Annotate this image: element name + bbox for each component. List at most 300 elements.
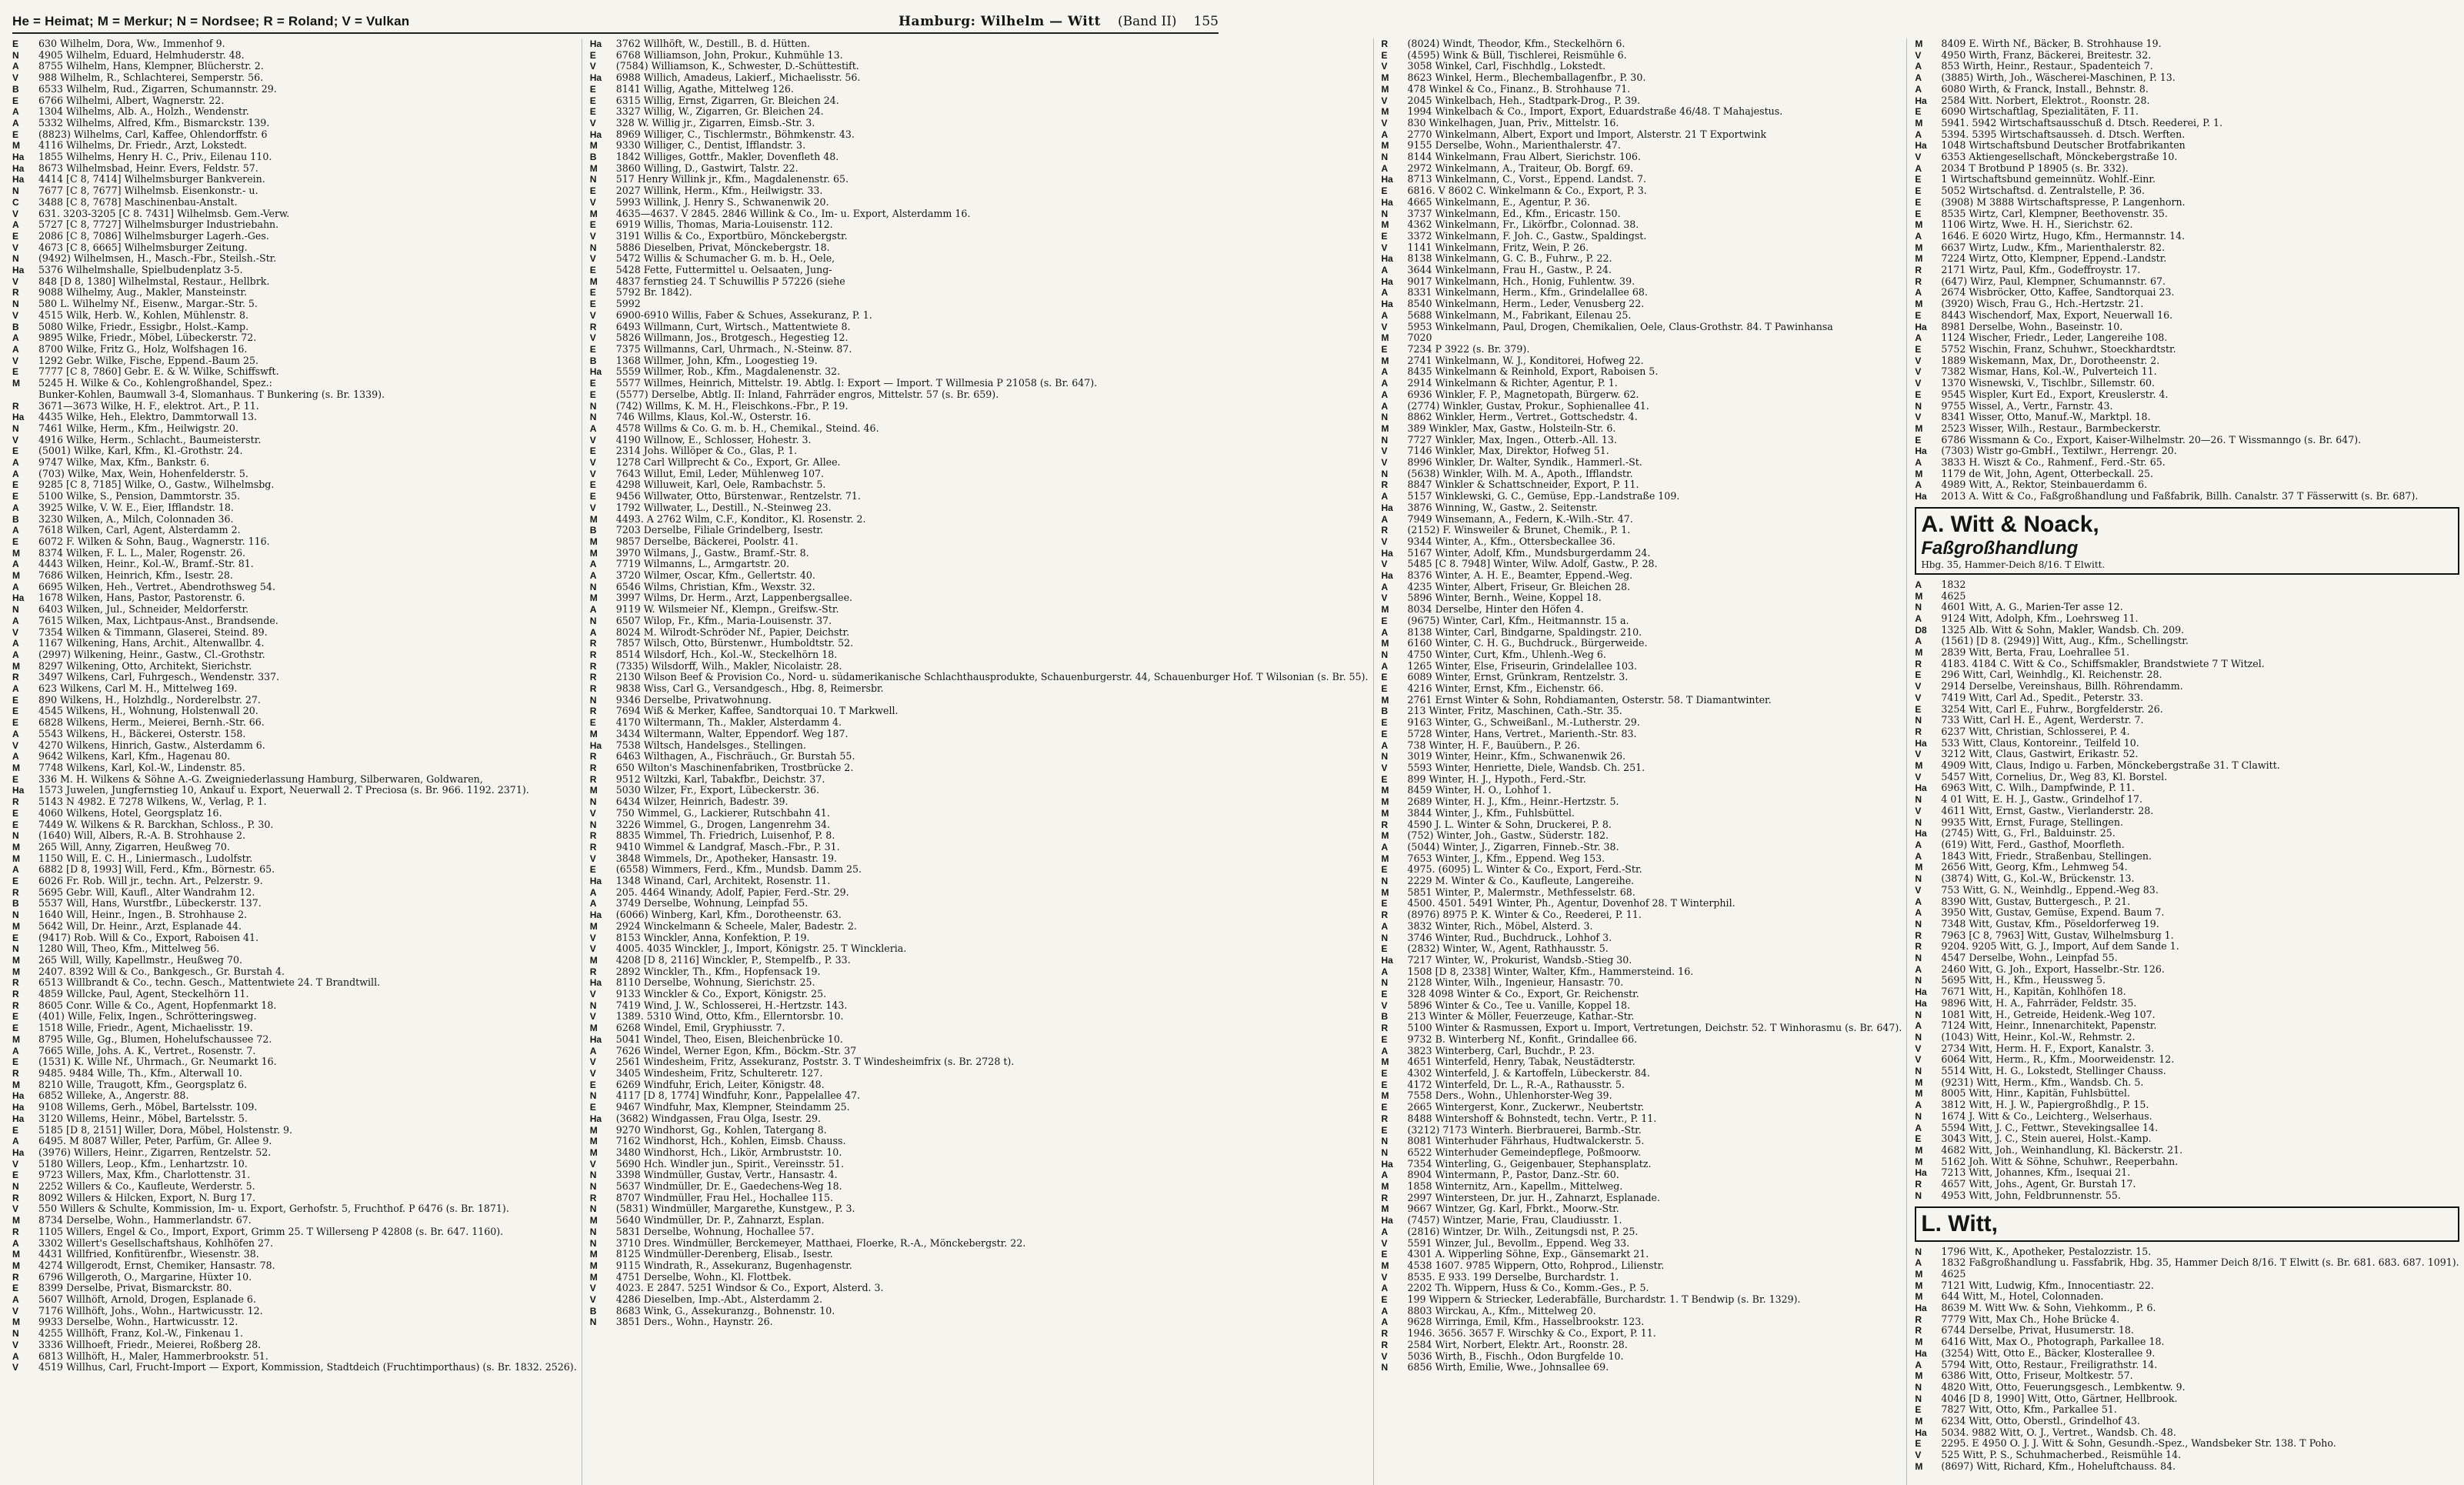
entry-text: 8683 Wink, G., Assekuranzg., Bohnenstr. 10.: [615, 1304, 835, 1316]
exchange-prefix: Ha: [1381, 1215, 1393, 1226]
entry-text: 1105 Willers, Engel & Co., Import, Export, Grimm 25. T Willerseng P 42808 (s. Br. 647. 1160).: [38, 1225, 504, 1237]
directory-entry: [12, 412, 577, 423]
directory-entry: [12, 695, 577, 706]
directory-entry: [590, 683, 1369, 695]
entry-text: 5428 Fette, Futtermittel u. Oelsaaten, Jung-: [615, 264, 832, 276]
exchange-prefix: E: [1915, 669, 1922, 681]
exchange-prefix: N: [12, 185, 19, 197]
directory-entry: [1915, 636, 2459, 647]
directory-entry: [590, 921, 1369, 933]
entry-text: 5642 Will, Dr. Heinr., Arzt, Esplanade 44.: [38, 919, 242, 932]
exchange-prefix: N: [589, 242, 597, 253]
entry-text: 2130 Wilson Beef & Provision Co., Nord- u. südamerikanische Schlachthausprodukte, Schauenburgerstr. 44, Schauenburger Hof. T Wilsonian (s. Br. 55).: [615, 671, 1369, 683]
exchange-prefix: R: [589, 773, 597, 785]
exchange-prefix: E: [1381, 773, 1388, 785]
exchange-prefix: Ha: [1381, 502, 1393, 513]
exchange-prefix: M: [1915, 647, 1923, 659]
entry-text: 8297 Wilkening, Otto, Architekt, Sierichstr.: [38, 659, 252, 672]
entry-text: 7677 [C 8, 7677] Wilhelmsb. Eisenkonstr.- u.: [38, 185, 258, 197]
directory-entry: [1382, 548, 1902, 559]
exchange-prefix: M: [1381, 638, 1389, 649]
exchange-prefix: M: [1915, 1156, 1923, 1167]
exchange-prefix: V: [1915, 1054, 1922, 1066]
directory-entry: [1915, 174, 2459, 185]
directory-entry: [1915, 1246, 2459, 1258]
entry-text: 8639 M. Witt Ww. & Sohn, Viehkomm., P. 6.: [1941, 1302, 2156, 1314]
exchange-prefix: Ha: [1381, 299, 1393, 310]
entry-text: 4750 Winter, Curt, Kfm., Uhlenh.-Weg 6.: [1407, 648, 1606, 660]
exchange-prefix: M: [589, 785, 598, 796]
exchange-prefix: A: [1915, 162, 1922, 174]
exchange-prefix: A: [12, 219, 19, 231]
exchange-prefix: V: [1381, 536, 1388, 547]
directory-entry: [1915, 1427, 2459, 1439]
exchange-prefix: M: [1915, 468, 1923, 479]
column-3: [1382, 38, 1908, 1485]
exchange-prefix: E: [1381, 185, 1388, 197]
directory-entry: [12, 616, 577, 627]
directory-entry: [1382, 1170, 1902, 1181]
exchange-prefix: M: [1381, 332, 1389, 344]
directory-entry: [1915, 625, 2459, 636]
directory-entry: [590, 1090, 1369, 1102]
directory-entry: [1382, 152, 1902, 163]
entry-text: 3230 Wilken, A., Milch, Colonnaden 36.: [38, 512, 234, 525]
exchange-prefix: N: [12, 830, 19, 842]
exchange-prefix: E: [12, 694, 19, 706]
exchange-prefix: A: [12, 61, 19, 72]
exchange-prefix: R: [589, 966, 597, 977]
exchange-prefix: Ha: [1381, 570, 1393, 582]
directory-entry: [590, 185, 1369, 197]
directory-entry: [1382, 118, 1902, 129]
directory-entry: [12, 152, 577, 163]
entry-text: 8409 E. Wirth Nf., Bäcker, B. Strohhause 19.: [1941, 38, 2162, 49]
entry-text: 6919 Willis, Thomas, Maria-Louisenstr. 112.: [615, 219, 833, 231]
directory-entry: [12, 1328, 577, 1340]
directory-entry: [12, 401, 577, 412]
directory-entry: [12, 1181, 577, 1193]
exchange-prefix: V: [12, 1362, 19, 1373]
entry-text: (7457) Wintzer, Marie, Frau, Claudiusstr. 1.: [1407, 1214, 1622, 1226]
exchange-prefix: N: [1381, 649, 1389, 660]
exchange-prefix: R: [12, 1271, 19, 1283]
directory-entry: [1915, 378, 2459, 389]
entry-text: 6026 Fr. Rob. Will jr., techn. Art., Pelzerstr. 9.: [38, 875, 263, 887]
entry-text: 9935 Witt, Ernst, Furage, Stellingen.: [1941, 816, 2123, 828]
entry-text: 2045 Winkelbach, Heh., Stadtpark-Drog., P. 39.: [1407, 94, 1641, 106]
entry-text: 3762 Willhöft, W., Destill., B. d. Hütten.: [615, 38, 811, 49]
entry-text: 8835 Wimmel, Th. Friedrich, Luisenhof, P. 8.: [615, 829, 835, 842]
exchange-prefix: R: [1381, 1113, 1389, 1124]
directory-entry: [590, 469, 1369, 480]
exchange-prefix: N: [1381, 1136, 1389, 1147]
entry-text: 3671—3673 Wilke, H. F., elektrot. Art., P. 11.: [38, 399, 259, 412]
exchange-prefix: Ha: [1381, 547, 1393, 559]
exchange-prefix: R: [12, 1067, 19, 1079]
column-4: [1915, 38, 2463, 1485]
entry-text: 3925 Wilke, V. W. E., Eier, Ifflandstr. 18.: [38, 501, 234, 513]
entry-text: 1646. E 6020 Wirtz, Hugo, Kfm., Hermannstr. 14.: [1941, 229, 2186, 242]
directory-entry: [1382, 265, 1902, 276]
directory-entry: [1382, 423, 1902, 435]
exchange-prefix: E: [1381, 1124, 1388, 1136]
directory-entry: [1915, 106, 2459, 118]
directory-entry: [1382, 1023, 1902, 1034]
entry-text: 2584 Wirt, Norbert, Elektr. Art., Roonstr. 28.: [1407, 1338, 1628, 1350]
directory-entry: [1382, 683, 1902, 695]
exchange-prefix: V: [1381, 95, 1388, 106]
directory-entry: [1915, 389, 2459, 401]
exchange-prefix: E: [12, 479, 19, 491]
exchange-prefix: A: [1381, 626, 1389, 638]
directory-entry: [590, 582, 1369, 593]
entry-text: 2202 Th. Wippern, Huss & Co., Komm.-Ges., P. 5.: [1407, 1282, 1649, 1294]
exchange-prefix: M: [589, 140, 598, 152]
exchange-prefix: A: [12, 106, 19, 118]
entry-text: 8341 Wisser, Otto, Manuf.-W., Marktpl. 18.: [1941, 411, 2151, 423]
exchange-prefix: R: [1381, 525, 1389, 536]
directory-entry: [590, 525, 1369, 536]
exchange-prefix: E: [12, 876, 19, 887]
directory-entry: [12, 231, 577, 242]
exchange-prefix: N: [12, 1328, 19, 1340]
exchange-prefix: N: [12, 943, 19, 955]
exchange-prefix: A: [1381, 1045, 1389, 1056]
exchange-prefix: V: [1381, 763, 1388, 773]
directory-entry: [1915, 919, 2459, 930]
entry-text: 738 Winter, H. F., Bauübern., P. 26.: [1407, 739, 1580, 751]
entry-text: 5826 Willmann, Jos., Brotgesch., Hegestieg 12.: [615, 332, 849, 344]
entry-text: 8141 Willig, Agathe, Mittelweg 126.: [615, 82, 794, 95]
exchange-prefix: R: [1915, 658, 1922, 669]
directory-entry: [1915, 322, 2459, 333]
entry-text: (5001) Wilke, Karl, Kfm., Kl.-Grothstr. 24.: [38, 445, 243, 457]
directory-entry: [1382, 876, 1902, 887]
exchange-prefix: V: [589, 1011, 596, 1023]
entry-text: 2034 T Brotbund P 18905 (s. Br. 332).: [1941, 162, 2129, 174]
exchange-prefix: N: [12, 422, 19, 434]
directory-entry: [12, 310, 577, 322]
directory-entry: [1915, 975, 2459, 986]
entry-text: 5792 Br. 1842).: [615, 286, 692, 299]
exchange-prefix: A: [1381, 966, 1389, 977]
entry-text: 2770 Winkelmann, Albert, Export und Import, Alsterstr. 21 T Exportwink: [1407, 128, 1767, 140]
directory-entry: [1915, 1133, 2459, 1145]
directory-entry: [1382, 898, 1902, 909]
directory-entry: [1915, 1269, 2459, 1280]
exchange-prefix: E: [589, 491, 596, 502]
directory-entry: [1382, 1226, 1902, 1238]
directory-entry: [1915, 366, 2459, 378]
directory-entry: [12, 1113, 577, 1125]
entry-text: 1179 de Wit, John, Agent, Otterbeckall. 25.: [1941, 467, 2154, 479]
directory-entry: [1915, 839, 2459, 851]
directory-entry: [590, 1080, 1369, 1091]
exchange-prefix: A: [589, 886, 597, 898]
directory-entry: [12, 1272, 577, 1283]
entry-text: 8535 Wirtz, Carl, Klempner, Beethovenstr. 35.: [1941, 207, 2168, 219]
directory-entry: [12, 740, 577, 752]
directory-entry: [1382, 977, 1902, 989]
directory-entry: [1915, 1088, 2459, 1100]
entry-text: 7176 Willhöft, Johs., Wohn., Hartwicusstr. 12.: [38, 1304, 263, 1316]
directory-entry: [1382, 672, 1902, 683]
directory-entry: [1382, 842, 1902, 853]
exchange-prefix: A: [1915, 579, 1922, 590]
directory-entry: [590, 548, 1369, 559]
directory-entry: [1382, 344, 1902, 355]
directory-entry: [12, 344, 577, 355]
directory-entry: [12, 38, 577, 50]
entry-text: 9119 W. Wilsmeier Nf., Klempn., Greifsw.-Str.: [615, 603, 839, 616]
directory-entry: [590, 1203, 1369, 1215]
directory-entry: [1915, 276, 2459, 288]
entry-text: 2407. 8392 Will & Co., Bankgesch., Gr. Burstah 4.: [38, 965, 285, 977]
directory-entry: [1382, 1046, 1902, 1057]
exchange-prefix: M: [1381, 1260, 1389, 1271]
entry-text: 7827 Witt, Otto, Kfm., Parkallee 51.: [1941, 1403, 2117, 1416]
exchange-prefix: A: [1915, 72, 1922, 84]
entry-text: 1832: [1941, 578, 1966, 590]
exchange-prefix: V: [1915, 805, 1922, 816]
exchange-prefix: N: [1381, 1362, 1389, 1373]
directory-entry: [1915, 794, 2459, 806]
entry-text: 5886 Dieselben, Privat, Mönckebergstr. 18.: [615, 241, 830, 253]
entry-text: 4909 Witt, Claus, Indigo u. Farben, Mönckebergstraße 31. T Clawitt.: [1941, 759, 2280, 772]
entry-text: 7538 Wiltsch, Handelsges., Stellingen.: [615, 739, 806, 751]
exchange-prefix: B: [12, 898, 19, 909]
entry-text: 3327 Willig, W., Zigarren, Gr. Bleichen 24.: [615, 105, 824, 118]
exchange-prefix: M: [589, 1271, 598, 1283]
directory-entry: [1915, 1416, 2459, 1427]
entry-text: 4414 [C 8, 7414] Wilhelmsburger Bankverein.: [38, 173, 265, 185]
exchange-prefix: E: [12, 706, 19, 717]
directory-entry: [590, 366, 1369, 378]
directory-entry: [1382, 649, 1902, 661]
directory-entry: [1915, 1054, 2459, 1066]
directory-entry: [12, 265, 577, 276]
directory-entry: [1915, 1404, 2459, 1416]
directory-entry: [12, 197, 577, 209]
entry-text: 6936 Winkler, F. P., Magnetopath, Bürgerw. 62.: [1407, 388, 1639, 400]
exchange-prefix: Ha: [12, 412, 25, 423]
directory-entry: [12, 1136, 577, 1147]
exchange-prefix: M: [1915, 242, 1923, 253]
entry-text: 580 L. Wilhelmy Nf., Eisenw., Margar.-Str. 5.: [38, 298, 258, 310]
directory-entry: [1382, 933, 1902, 944]
directory-entry: [1915, 1291, 2459, 1303]
entry-text: 6513 Willbrandt & Co., techn. Gesch., Mattentwiete 24. T Brandtwill.: [38, 976, 381, 989]
directory-entry: [590, 661, 1369, 672]
exchange-prefix: A: [1381, 491, 1389, 502]
exchange-prefix: A: [1915, 839, 1922, 850]
directory-entry: [12, 1102, 577, 1113]
entry-text: 5162 Joh. Witt & Söhne, Schuhwr., Reeperbahn.: [1941, 1155, 2179, 1167]
exchange-prefix: M: [589, 920, 598, 932]
exchange-prefix: V: [589, 230, 596, 242]
directory-entry: [1382, 61, 1902, 72]
directory-entry: [12, 1170, 577, 1181]
directory-entry: [1382, 412, 1902, 423]
directory-entry: [590, 514, 1369, 526]
exchange-prefix: N: [589, 999, 597, 1011]
exchange-prefix: V: [1381, 1237, 1388, 1249]
directory-entry: [1382, 592, 1902, 604]
directory-entry: [1915, 1370, 2459, 1382]
entry-text: 199 Wippern & Striecker, Lederabfälle, Burchardstr. 1. T Bendwip (s. Br. 1329).: [1407, 1293, 1801, 1306]
entry-text: 1518 Wille, Friedr., Agent, Michaelisstr. 19.: [38, 1022, 253, 1034]
exchange-prefix: Ha: [589, 1033, 602, 1045]
exchange-prefix: E: [589, 343, 596, 355]
directory-entry: [1915, 862, 2459, 873]
entry-text: 6900-6910 Willis, Faber & Schues, Assekuranz, P. 1.: [615, 309, 872, 321]
entry-text: (8697) Witt, Richard, Kfm., Hoheluftchauss. 84.: [1941, 1460, 2176, 1472]
entry-text: 6080 Wirth, & Franck, Install., Behnstr. 8.: [1941, 82, 2149, 95]
exchange-prefix: V: [1381, 457, 1388, 469]
exchange-prefix: N: [589, 796, 597, 808]
directory-entry: [1382, 1068, 1902, 1080]
entry-text: 1141 Winkelmann, Fritz, Wein, P. 26.: [1407, 241, 1589, 253]
entry-text: 328 W. Willig jr., Zigarren, Eimsb.-Str. 3.: [615, 116, 815, 128]
exchange-prefix: V: [589, 807, 596, 819]
exchange-prefix: D8: [1915, 624, 1927, 636]
entry-text: 9017 Winkelmann, Hch., Honig, Fuhlentw. 39.: [1407, 275, 1635, 287]
entry-text: 4235 Winter, Albert, Friseur, Gr. Bleichen 28.: [1407, 580, 1630, 592]
exchange-prefix: A: [589, 898, 597, 909]
entry-text: 5157 Winklewski, G. C., Gemüse, Epp.-Landstraße 109.: [1407, 490, 1680, 502]
directory-entry: [1915, 1393, 2459, 1405]
exchange-prefix: M: [1381, 355, 1389, 366]
column-2: [590, 38, 1374, 1485]
entry-text: 2839 Witt, Berta, Frau, Loehrallee 51.: [1941, 646, 2129, 659]
exchange-prefix: N: [589, 1170, 597, 1181]
directory-entry: [590, 570, 1369, 582]
directory-entry: [590, 38, 1369, 50]
entry-text: 8540 Winkelmann, Herm., Leder, Venusberg 22.: [1407, 298, 1645, 310]
entry-text: 4005. 4035 Winckler, J., Import, Königstr. 25. T Winckleria.: [615, 943, 907, 955]
directory-entry: [1915, 185, 2459, 197]
entry-text: 8110 Derselbe, Wohnung, Sierichstr. 25.: [615, 976, 815, 989]
entry-text: 8862 Winkler, Herm., Vertret., Gottschedstr. 4.: [1407, 411, 1638, 423]
directory-entry: [12, 921, 577, 933]
exchange-prefix: V: [12, 1203, 19, 1215]
entry-text: (6558) Wimmers, Ferd., Kfm., Mundsb. Damm 25.: [615, 863, 862, 876]
directory-entry: [12, 276, 577, 288]
entry-text: 5851 Winter, P., Malermstr., Methfesselstr. 68.: [1407, 886, 1635, 898]
entry-text: 8904 Wintermann, P., Pastor, Danz.-Str. 60.: [1407, 1169, 1619, 1181]
entry-text: 4950 Wirth, Franz, Bäckerei, Breitestr. 32.: [1941, 48, 2152, 61]
exchange-prefix: N: [1915, 1031, 1922, 1043]
entry-text: 9285 [C 8, 7185] Wilke, O., Gastw., Wilhelmsbg.: [38, 479, 275, 491]
exchange-prefix: N: [1381, 412, 1389, 423]
exchange-prefix: M: [1381, 106, 1389, 118]
exchange-prefix: V: [12, 1339, 19, 1350]
exchange-prefix: N: [1915, 1110, 1922, 1122]
entry-text: 1081 Witt, H., Getreide, Heidenk.-Weg 107.: [1941, 1008, 2156, 1020]
entry-text: 8734 Derselbe, Wohn., Hammerlandstr. 67.: [38, 1214, 252, 1226]
exchange-prefix: A: [12, 1045, 19, 1056]
exchange-prefix: V: [589, 434, 596, 446]
entry-text: (9675) Winter, Carl, Kfm., Heitmannstr. 15 a.: [1407, 614, 1629, 626]
entry-text: 2314 Johs. Willöper & Co., Glas, P. 1.: [615, 445, 798, 457]
exchange-prefix: M: [1915, 219, 1923, 231]
entry-text: 4665 Winkelmann, E., Agentur, P. 36.: [1407, 195, 1590, 208]
exchange-prefix: M: [589, 513, 598, 525]
entry-text: 6882 [D 8, 1993] Will, Ferd., Kfm., Börnestr. 65.: [38, 863, 275, 876]
directory-entry: [590, 1272, 1369, 1283]
entry-text: 5607 Willhöft, Arnold, Drogen, Esplanade 6.: [38, 1293, 256, 1306]
entry-text: 3434 Wiltermann, Walter, Eppendorf. Weg 187.: [615, 727, 849, 739]
entry-text: 7146 Winkler, Max, Direktor, Hofweg 51.: [1407, 445, 1609, 457]
exchange-prefix: V: [12, 626, 19, 638]
directory-entry: [590, 209, 1369, 220]
entry-text: 9755 Wissel, A., Vertr., Farnstr. 43.: [1941, 399, 2113, 412]
directory-entry: [1382, 1328, 1902, 1340]
directory-entry: [1382, 1080, 1902, 1091]
directory-entry: [1915, 152, 2459, 163]
entry-text: 3860 Willing, D., Gastwirt, Talstr. 22.: [615, 162, 799, 174]
directory-entry: [590, 1034, 1369, 1046]
exchange-prefix: M: [12, 966, 20, 977]
exchange-prefix: N: [12, 49, 19, 61]
entry-text: 5036 Wirth, B., Fischh., Odon Burgfelde 10.: [1407, 1350, 1624, 1362]
exchange-prefix: Ha: [1915, 491, 1927, 502]
directory-entry: [12, 355, 577, 367]
entry-text: 631. 3203-3205 [C 8. 7431] Wilhelmsb. Gem.-Verw.: [38, 207, 290, 219]
directory-entry: [1915, 647, 2459, 659]
exchange-prefix: R: [1915, 1325, 1922, 1336]
exchange-prefix: V: [1915, 692, 1922, 703]
directory-entry: [12, 536, 577, 548]
entry-text: 5637 Windmüller, Dr. E., Gaedechens-Weg 18.: [615, 1180, 842, 1193]
exchange-prefix: A: [1381, 309, 1389, 321]
directory-entry: [590, 253, 1369, 265]
exchange-prefix: Ha: [12, 152, 25, 163]
entry-text: (619) Witt, Ferd., Gasthof, Moorfleth.: [1941, 839, 2125, 850]
entry-text: 5992: [615, 298, 641, 310]
directory-entry: [1382, 774, 1902, 786]
directory-entry: [1382, 819, 1902, 831]
directory-entry: [590, 72, 1369, 84]
entry-text: (2816) Wintzer, Dr. Wilh., Zeitungsdi nst, P. 25.: [1407, 1225, 1639, 1237]
exchange-prefix: A: [1381, 513, 1389, 525]
directory-entry: [590, 638, 1369, 649]
directory-entry: [1382, 231, 1902, 242]
exchange-prefix: V: [589, 309, 596, 321]
directory-entry: [12, 457, 577, 469]
entry-text: 6856 Wirth, Emilie, Wwe., Johnsallee 69.: [1407, 1361, 1609, 1373]
directory-entry: [12, 435, 577, 446]
directory-entry: [590, 592, 1369, 604]
directory-entry: [1382, 729, 1902, 740]
entry-text: 3876 Winning, W., Gastw., 2. Seitenstr.: [1407, 501, 1598, 513]
exchange-prefix: E: [589, 83, 596, 95]
exchange-prefix: M: [1381, 83, 1389, 95]
exchange-prefix: M: [12, 763, 20, 773]
exchange-prefix: A: [1915, 83, 1922, 95]
directory-entry: [590, 977, 1369, 989]
entry-text: 7354 Wilken & Timmann, Glaserei, Steind. 89.: [38, 626, 268, 638]
directory-entry: [590, 1316, 1369, 1328]
directory-entry: [590, 265, 1369, 276]
entry-text: 4298 Willuweit, Karl, Oele, Rambachstr. 5.: [615, 479, 826, 491]
entry-text: 3823 Winterberg, Carl, Buchdr., P. 23.: [1407, 1044, 1595, 1056]
directory-entry: [590, 1294, 1369, 1306]
exchange-prefix: B: [12, 83, 19, 95]
directory-entry: [590, 1170, 1369, 1181]
exchange-prefix: N: [1381, 876, 1389, 887]
